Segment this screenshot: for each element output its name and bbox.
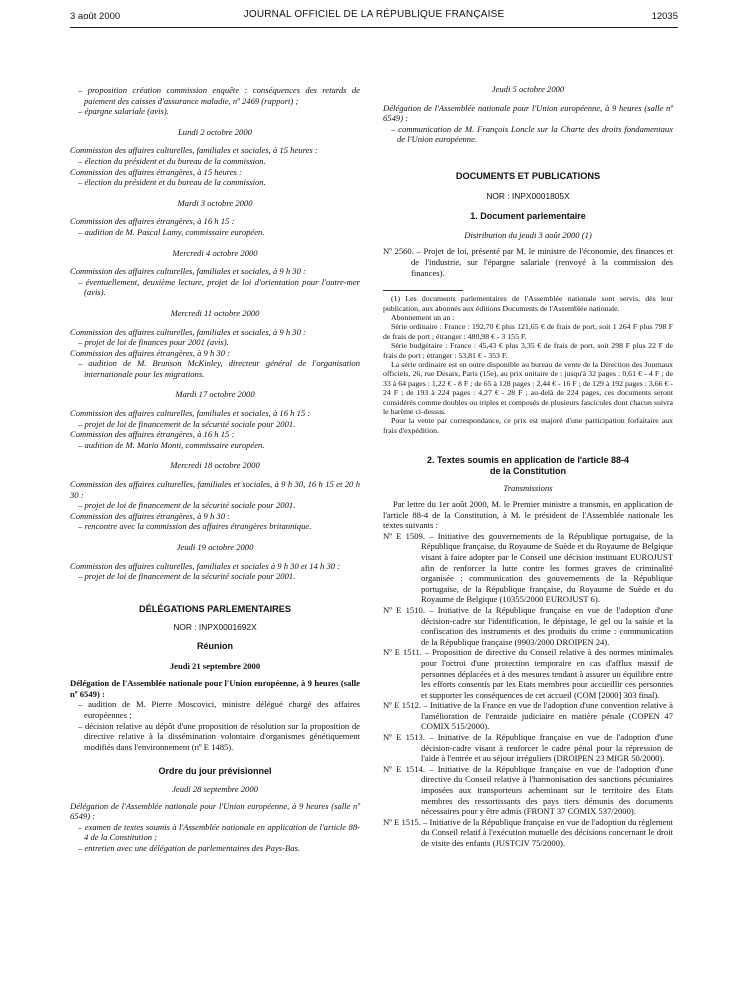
subsection-title: 2. Textes soumis en application de l'article 88-4 [426, 455, 630, 466]
agenda-item: – examen de textes soumis à l'Assemblée nationale en application de l'article 88-4 de la Constitution ; [78, 821, 360, 843]
subsection-title: de la Constitution [490, 465, 566, 476]
committee-heading: Commission des affaires étrangères, à 15 heures : [70, 166, 242, 177]
left-column [70, 85, 360, 853]
text-entry: Nº E 1512. – Initiative de la France en vue de l'adoption d'une convention relative à l'amélioration de l'entraide judiciaire en matière pénale (COPEN 47 COMIX 515/2000). [383, 700, 673, 732]
agenda-item: – projet de loi de finances pour 2001 (avis). [78, 337, 229, 348]
committee-heading: Commission des affaires étrangères, à 16 h 15 : [70, 429, 235, 440]
transmissions-heading: Transmissions [503, 483, 553, 494]
committee-heading: Commission des affaires étrangères, à 16 h 15 : [70, 216, 235, 227]
text-entry: Nº E 1515. – Initiative de la République française en vue de l'adoption du règlement du Conseil relatif à l'exécution mutuelle des décisions concernant le droit de visite des enfants (JUSTCIV 75/2000). [383, 816, 673, 848]
agenda-item: – audition de M. Pascal Lamy, commissaire européen. [78, 226, 265, 237]
nor-reference: NOR : INPX0001805X [486, 190, 570, 201]
footnote-text: Série budgétaire : France : 45,43 € plus 3,35 € de frais de port, soit 298 F plus 22 F de frais de port ; étranger : 53,81 € - 353 F. [383, 341, 673, 360]
committee-heading: Commission des affaires culturelles, familiales et sociales, à 15 heures : [70, 145, 318, 156]
delegation-heading: Délégation de l'Assemblée nationale pour l'Union européenne, à 9 heures (salle nº 6549) : [70, 678, 360, 699]
agenda-item: – décision relative au dépôt d'une proposition de résolution sur la proposition de directive relative à la dissémination volontaire d'organismes génétiquement modifiés dans l'environnement (nº E 1485). [78, 720, 360, 752]
agenda-item: – communication de M. François Loncle sur la Charte des droits fondamentaux de l'Union européenne. [391, 123, 673, 145]
agenda-item: – projet de loi de financement de la sécurité sociale pour 2001. [78, 571, 296, 582]
page-number: 12035 [651, 11, 678, 22]
distribution-date: Distribution du jeudi 3 août 2000 (1) [464, 229, 592, 240]
journal-title: JOURNAL OFFICIEL DE LA RÉPUBLIQUE FRANÇAISE [243, 9, 505, 20]
nor-reference: NOR : INPX0001692X [173, 622, 257, 633]
agenda-item: – entretien avec une délégation de parlementaires des Pays-Bas. [78, 842, 301, 853]
agenda-item: – projet de loi de financement de la sécurité sociale pour 2001. [78, 418, 296, 429]
agenda-item: – audition de M. Brunson McKinley, directeur général de l'organisation internationale pour les migrations. [78, 358, 360, 379]
agenda-item: – épargne salariale (avis). [78, 106, 169, 117]
page-header [70, 8, 678, 24]
subsection-title: Ordre du jour prévisionnel [158, 766, 272, 777]
text-entry: Nº E 1510. – Initiative de la République française en vue de l'adoption d'une décision-cadre sur l'identification, le dépistage, le gel ou la saisie et la confiscation des instruments et des produits du crime : communication de la République française (9903/2000 DROIPEN 24). [383, 604, 673, 647]
header-date: 3 août 2000 [70, 11, 121, 22]
agenda-item: – rencontre avec la commission des affaires étrangères britannique. [78, 521, 312, 532]
agenda-date: Jeudi 28 septembre 2000 [172, 783, 258, 794]
delegation-heading: Délégation de l'Assemblée nationale pour l'Union européenne, à 9 heures (salle nº 6549) : [383, 102, 673, 124]
agenda-date: Lundi 2 octobre 2000 [178, 126, 252, 137]
agenda-date: Mardi 3 octobre 2000 [177, 197, 253, 208]
committee-heading: Commission des affaires culturelles, familiales et sociales, à 9 h 30 : [70, 326, 306, 337]
text-entry: Nº E 1514. – Initiative de la République française en vue de l'adoption d'une directive du Conseil relative à l'harmonisation des sanctions pécuniaires imposées aux transporteurs acheminant sur le territoire des Etats membres des ressortissants des pays tiers démunis des documents nécessaires pour y être admis (FRONT 37 COMIX 537/2000). [383, 763, 673, 817]
footnote-text: Pour la vente par correspondance, ce prix est majoré d'une participation forfaitaire aux frais d'expédition. [383, 416, 673, 435]
transmission-intro: Par lettre du 1er août 2000, M. le Premier ministre a transmis, en application de l'article 88-4 de la Constitution, à M. le président de l'Assemblée nationale les textes suivants : [383, 499, 673, 531]
footnote-rule [383, 290, 463, 291]
agenda-date: Mercredi 4 octobre 2000 [172, 247, 258, 258]
agenda-date: Jeudi 19 octobre 2000 [176, 542, 254, 552]
subsection-title: Réunion [197, 640, 233, 651]
agenda-date: Jeudi 5 octobre 2000 [491, 84, 565, 94]
section-title: DOCUMENTS ET PUBLICATIONS [455, 170, 601, 181]
text-entry: Nº E 1511. – Proposition de directive du Conseil relative à des normes minimales pour l'octroi d'une protection temporaire en cas d'afflux massif de personnes déplacées et à des mesures tendant à assurer un équilibre entre les efforts consentis par les Etats membres pour accueillir ces personnes et supporter les conséquences de cet accueil (COM [2000] 303 final). [383, 647, 673, 700]
document-entry: Nº 2560. – Projet de loi, présenté par M. le ministre de l'économie, des finances et de l'industrie, sur l'épargne salariale (renvoyé à la commission des finances). [383, 246, 673, 278]
delegation-heading: Délégation de l'Assemblée nationale pour l'Union européenne, à 9 heures (salle nº 6549) : [70, 800, 360, 822]
header-rule [70, 27, 678, 28]
committee-heading: Commission des affaires étrangères, à 9 h 30 : [70, 510, 231, 521]
agenda-date: Mardi 17 octobre 2000 [175, 389, 255, 400]
subsection-title: 1. Document parlementaire [470, 211, 586, 222]
footnote-text: La série ordinaire est en outre disponible au bureau de vente de la Direction des Journaux officiels, 26, rue Desaix, Paris (15e), au prix unitaire de : jusqu'à 32 pages : 0,61 € - 4 F ; de 33 à 64 pages : 1,22 € - 8 F ; de 65 à 128 pages : 2,44 € - 16 F ; de 129 à 192 pages : 3,66 € - 24 F ; de 193 à 224 pages : 4,27 € - 28 F ; au-delà de 224 pages, ces documents seront considérés comme doubles ou triples et composés de plusieurs fascicules dont chacun suivra le barème ci-dessus. [383, 359, 673, 416]
footnote-text: Abonnement un an : [391, 312, 455, 322]
text-entry: Nº E 1513. – Initiative de la République française en vue de l'adoption d'une décision-cadre visant à renforcer le cadre pénal pour la répression de l'aide à l'entrée et au séjour irréguliers (DROIPEN 23 MIGR 50/2000). [383, 732, 673, 764]
footnote-text: Série ordinaire : France : 192,70 € plus 121,65 € de frais de port, soit 1 264 F plus 798 F de frais de port ; étranger : 480,98 € - 3 155 F. [383, 322, 673, 341]
text-entry: Nº E 1509. – Initiative des gouvernements de la République portugaise, de la République française, du Royaume de Suède et du Royaume de Belgique visant à faire adopter par le Conseil une décision instituant EUROJUST afin de renforcer la lutte contre les formes graves de criminalité organisée : communication des gouvernements de la République portugaise, de la République française, du Royaume de Suède et du Royaume de Belgique (10355/2000 EUROJUST 6). [383, 530, 673, 605]
committee-heading: Commission des affaires étrangères, à 9 h 30 : [70, 347, 231, 358]
agenda-item: – éventuellement, deuxième lecture, projet de loi d'orientation pour l'outre-mer (avis). [78, 276, 360, 298]
committee-heading: Commission des affaires culturelles, familiales et sociales, à 16 h 15 : [70, 408, 311, 419]
committee-heading: Commission des affaires culturelles, familiales et sociales à 9 h 30 et 14 h 30 : [70, 560, 341, 571]
agenda-date: Mercredi 11 octobre 2000 [170, 307, 260, 318]
footnote-text: (1) Les documents parlementaires de l'Assemblée nationale sont servis, dès leur publication, aux abonnés aux éditions Documents de l'Assemblée nationale. [383, 294, 673, 313]
footnote [383, 294, 673, 435]
agenda-item: – audition de M. Mario Monti, commissaire européen. [78, 439, 265, 450]
committee-heading: Commission des affaires culturelles, familiales et sociales, à 9 h 30, 16 h 15 et 20 h 30 : [70, 479, 360, 500]
agenda-item: – élection du président et du bureau de la commission. [78, 177, 266, 188]
agenda-item: – proposition création commission enquête : conséquences des retards de paiement des caisses d'assurance maladie, nº 2469 (rapport) ; [78, 85, 360, 106]
agenda-item: – élection du président et du bureau de la commission. [78, 155, 266, 166]
meeting-date: Jeudi 21 septembre 2000 [169, 660, 261, 671]
agenda-item: – projet de loi de financement de la sécurité sociale pour 2001. [78, 500, 296, 511]
right-column [383, 84, 673, 849]
section-title: DÉLÉGATIONS PARLEMENTAIRES [138, 603, 292, 614]
agenda-date: Mercredi 18 octobre 2000 [170, 460, 260, 471]
agenda-item: – audition de M. Pierre Moscovici, ministre délégué chargé des affaires européennes ; [78, 699, 360, 720]
committee-heading: Commission des affaires culturelles, familiales et sociales, à 9 h 30 : [70, 266, 306, 277]
